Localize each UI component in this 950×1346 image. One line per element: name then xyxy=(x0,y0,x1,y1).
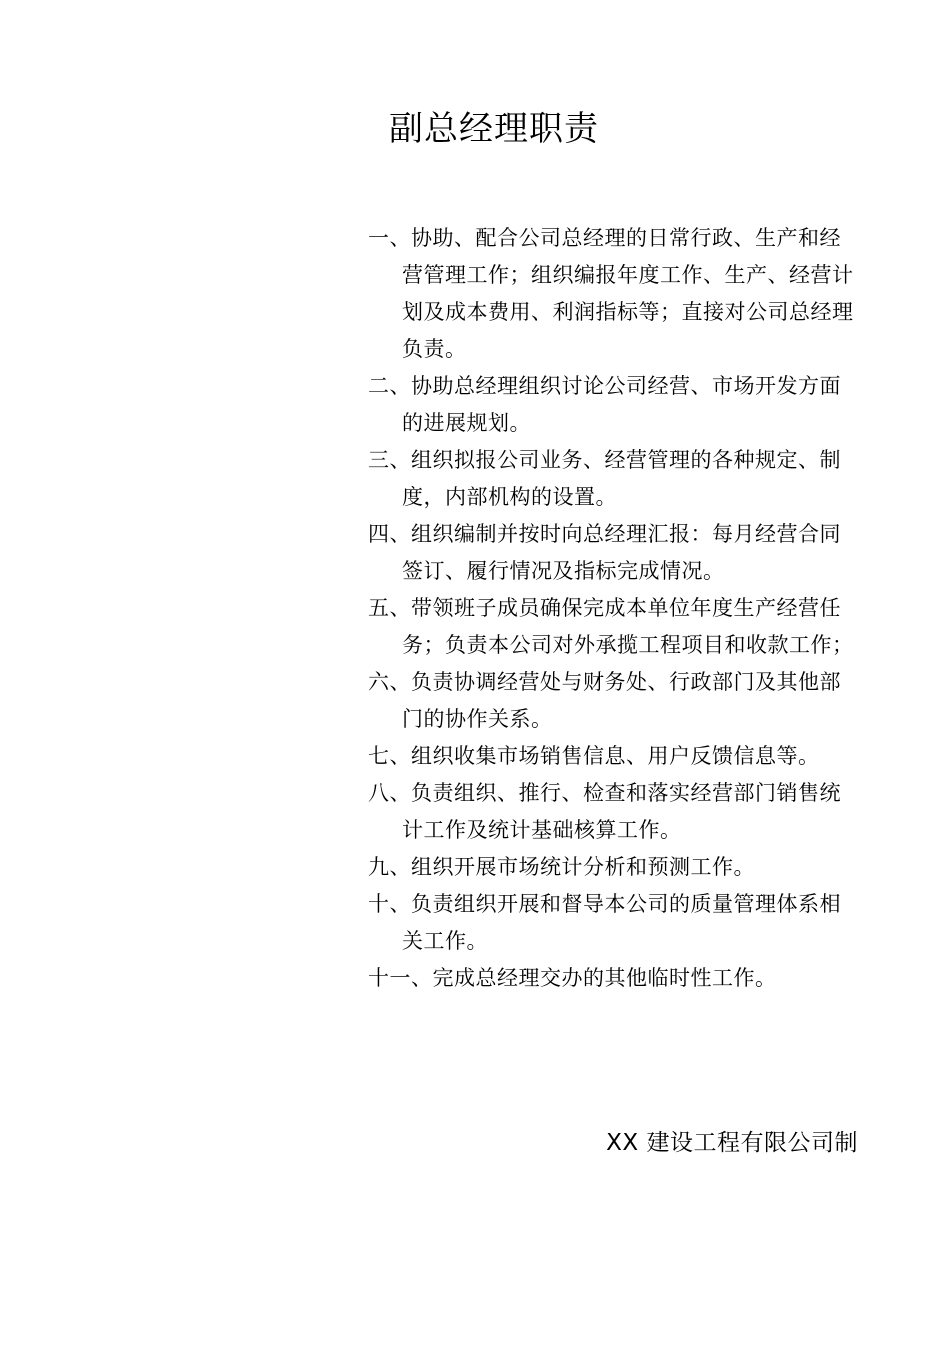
duty-item-7 xyxy=(368,738,860,775)
duty-item-2 xyxy=(368,368,860,442)
duty-text: 十一、完成总经理交办的其他临时性工作。 xyxy=(368,966,777,990)
duty-item-6 xyxy=(368,664,860,738)
duty-item-4 xyxy=(368,516,860,590)
duty-item-10 xyxy=(368,886,860,960)
duty-item-3 xyxy=(368,442,860,516)
duties-list xyxy=(368,220,860,997)
duty-item-11 xyxy=(368,960,860,997)
duty-text: 五、带领班子成员确保完成本单位年度生产经营任务；负责本公司对外承揽工程项目和收款工作； xyxy=(368,596,854,657)
duty-text: 二、协助总经理组织讨论公司经营、市场开发方面的进展规划。 xyxy=(368,374,841,435)
duty-text: 九、组织开展市场统计分析和预测工作。 xyxy=(368,855,755,879)
document-title: 副总经理职责 xyxy=(389,109,599,149)
duty-text: 一、协助、配合公司总经理的日常行政、生产和经营管理工作；组织编报年度工作、生产、经营计划及成本费用、利润指标等；直接对公司总经理负责。 xyxy=(368,226,854,361)
duty-item-9 xyxy=(368,849,860,886)
duty-text: 六、负责协调经营处与财务处、行政部门及其他部门的协作关系。 xyxy=(368,670,841,731)
duty-item-8 xyxy=(368,775,860,849)
duty-item-5 xyxy=(368,590,860,664)
duty-item-1 xyxy=(368,220,860,368)
company-footer: XX 建设工程有限公司制 xyxy=(606,1130,858,1156)
duty-text: 十、负责组织开展和督导本公司的质量管理体系相关工作。 xyxy=(368,892,841,953)
duty-text: 四、组织编制并按时向总经理汇报：每月经营合同签订、履行情况及指标完成情况。 xyxy=(368,522,841,583)
duty-text: 三、组织拟报公司业务、经营管理的各种规定、制度，内部机构的设置。 xyxy=(368,448,841,509)
duty-text: 七、组织收集市场销售信息、用户反馈信息等。 xyxy=(368,744,820,768)
duty-text: 八、负责组织、推行、检查和落实经营部门销售统计工作及统计基础核算工作。 xyxy=(368,781,841,842)
